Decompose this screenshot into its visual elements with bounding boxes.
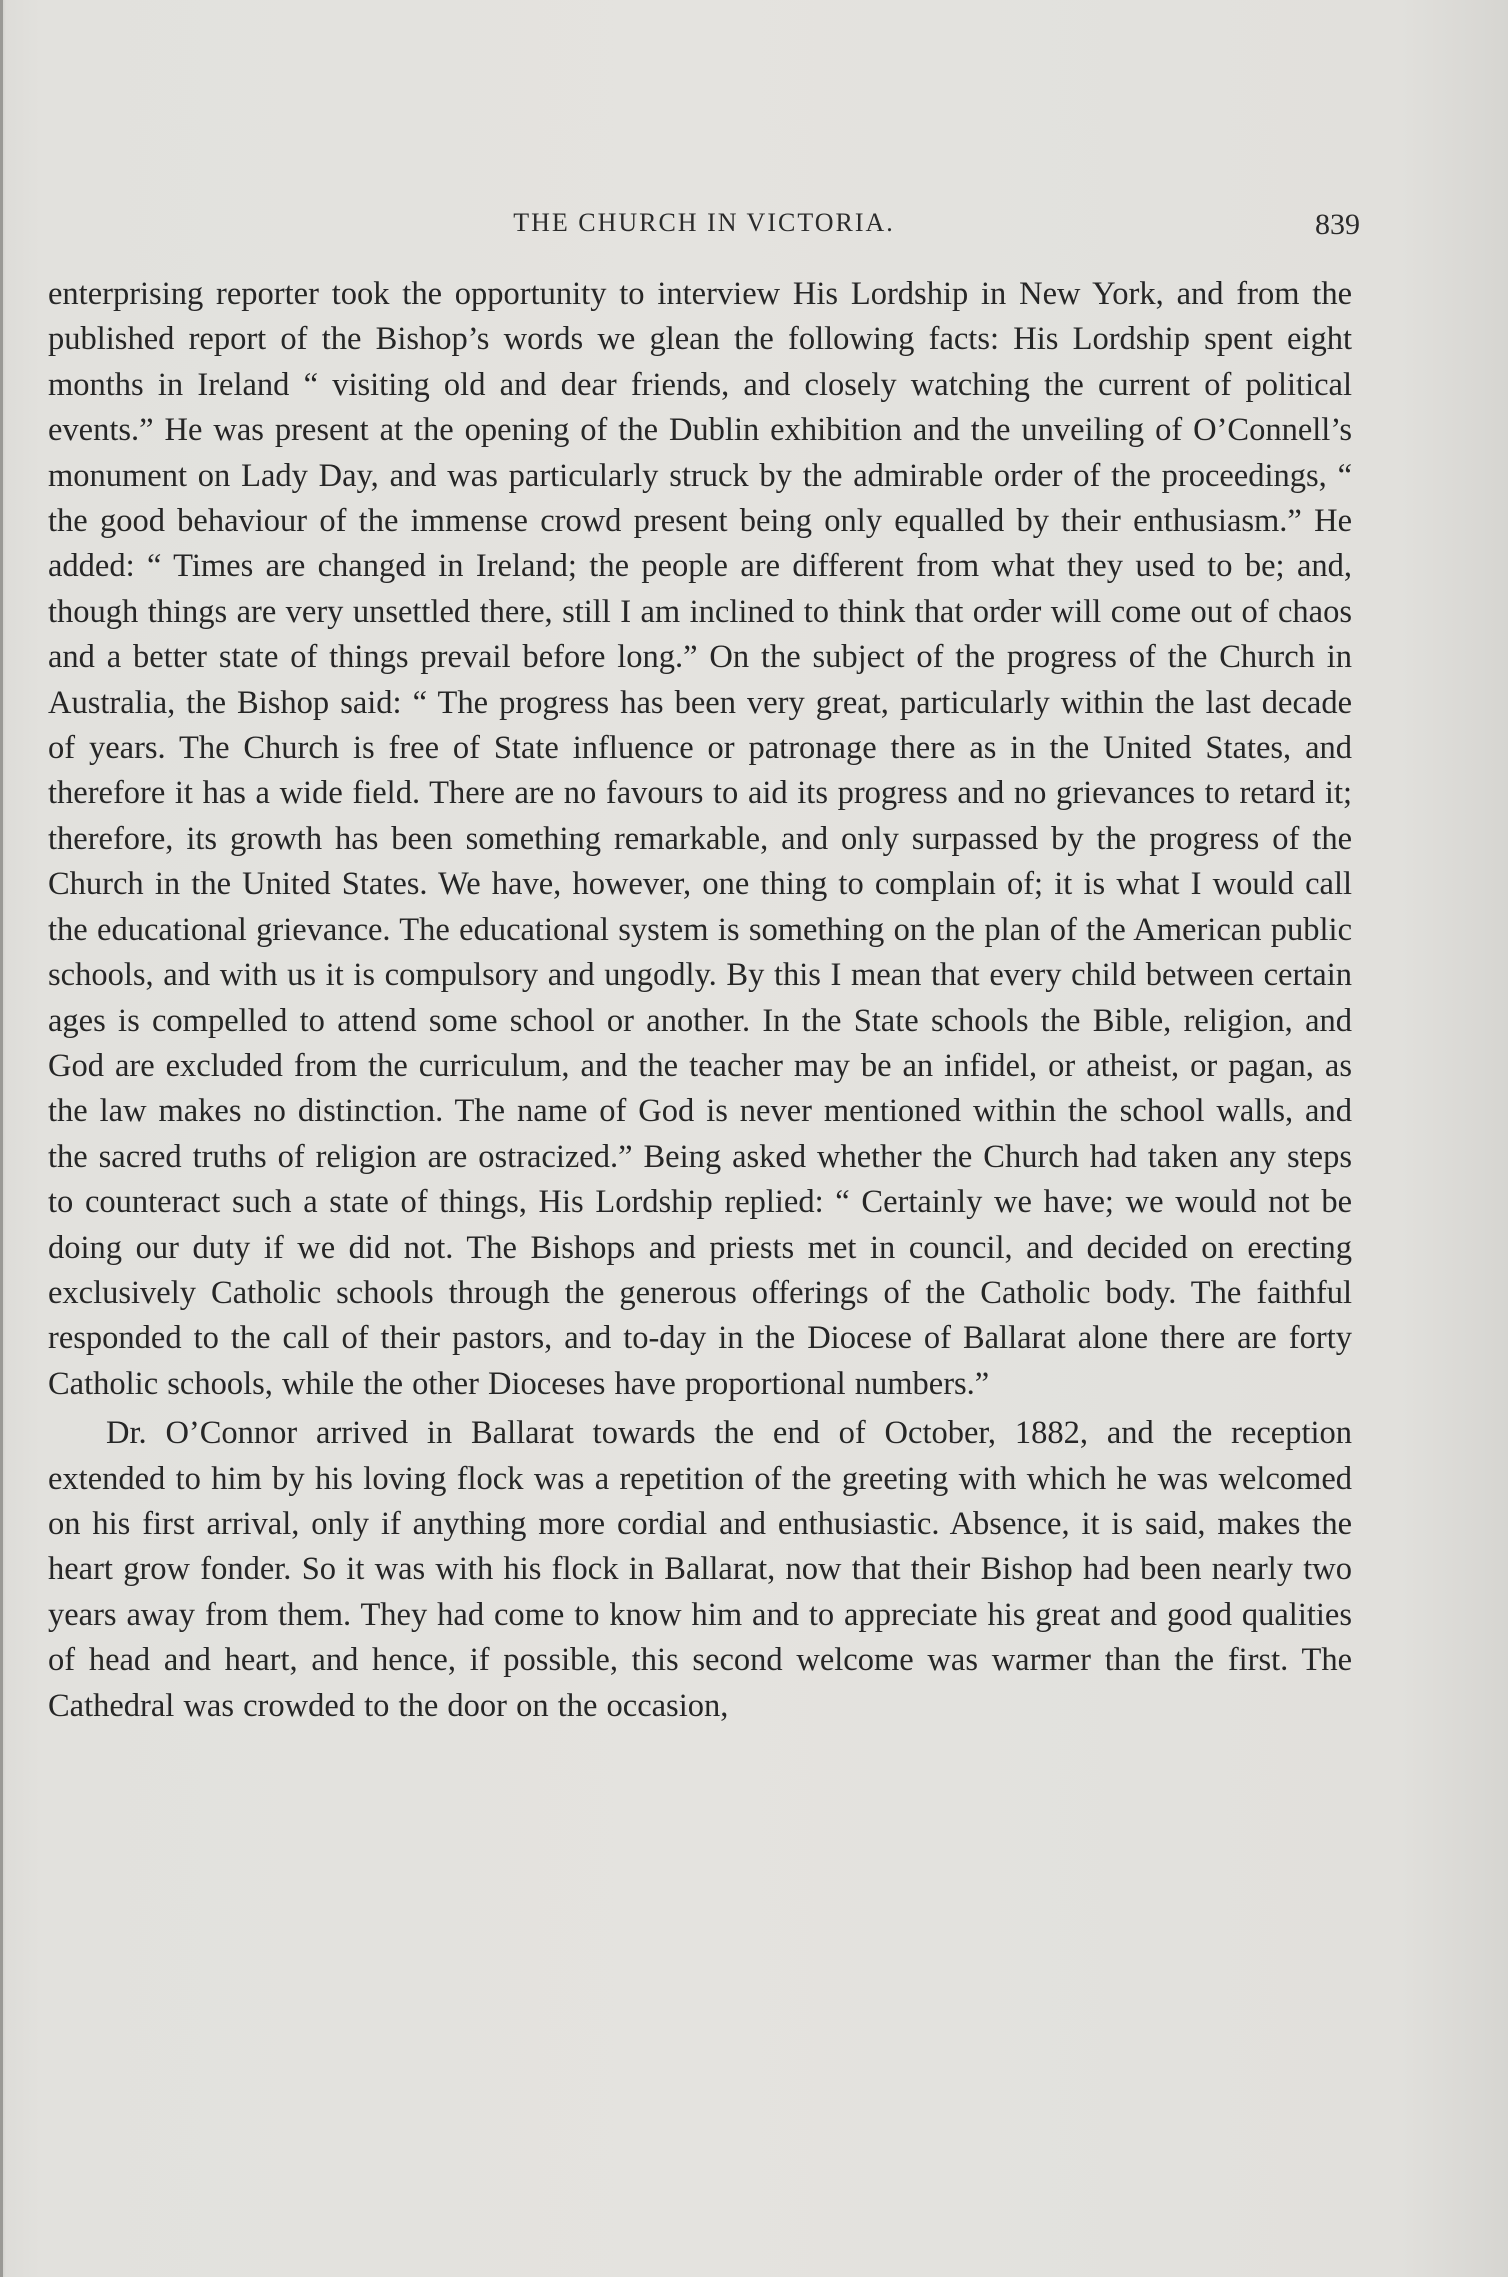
page-number: 839 xyxy=(1315,208,1360,241)
body-text xyxy=(48,272,1352,1729)
page-edge-shadow xyxy=(0,0,3,2277)
paragraph-new: Dr. O’Connor arrived in Ballarat towards the end of October, 1882, and the reception extended to him by his loving flock was a repetition of the greeting with which he was welcomed on his first arrival, only if anything more cordial and enthusiastic. Absence, it is said, makes the heart grow fonder. So it was with his flock in Ballarat, now that their Bishop had been nearly two years away from them. They had come to know him and to appreciate his great and good qualities of head and heart, and hence, if possible, this second welcome was warmer than the first. The Cathedral was crowded to the door on the occasion, xyxy=(48,1415,1352,1724)
running-header xyxy=(48,208,1360,248)
running-title: THE CHURCH IN VICTORIA. xyxy=(513,208,895,237)
paragraph-continued: enterprising reporter took the opportunity to interview His Lordship in New York, and from the published report of the Bishop’s words we glean the following facts: His Lordship spent eight months in Ireland “ visiting old and dear friends, and closely watching the current of political events.” He was present at the opening of the Dublin exhibition and the unveiling of O’Connell’s monument on Lady Day, and was particularly struck by the admirable order of the proceedings, “ the good behaviour of the immense crowd present being only equalled by their enthusiasm.” He added: “ Times are changed in Ireland; the people are different from what they used to be; and, though things are very unsettled there, still I am inclined to think that order will come out of chaos and a better state of things prevail before long.” On the subject of the progress of the Church in Australia, the Bishop said: “ The progress has been very great, particularly within the last decade of years. The Church is free of State influence or patronage there as in the United States, and therefore it has a wide field. There are no favours to aid its progress and no grievances to retard it; therefore, its growth has been something remarkable, and only surpassed by the progress of the Church in the United States. We have, however, one thing to complain of; it is what I would call the educational grievance. The educational system is something on the plan of the American public schools, and with us it is compulsory and ungodly. By this I mean that every child between certain ages is compelled to attend some school or another. In the State schools the Bible, religion, and God are excluded from the curriculum, and the teacher may be an infidel, or atheist, or pagan, as the law makes no distinction. The name of God is never mentioned within the school walls, and the sacred truths of religion are ostracized.” Being asked whether the Church had taken any steps to counteract such a state of things, His Lordship replied: “ Certainly we have; we would not be doing our duty if we did not. The Bishops and priests met in council, and decided on erecting exclusively Catholic schools through the generous offerings of the Catholic body. The faithful responded to the call of their pastors, and to-day in the Diocese of Ballarat alone there are forty Catholic schools, while the other Dioceses have proportional numbers.” xyxy=(48,276,1352,1402)
